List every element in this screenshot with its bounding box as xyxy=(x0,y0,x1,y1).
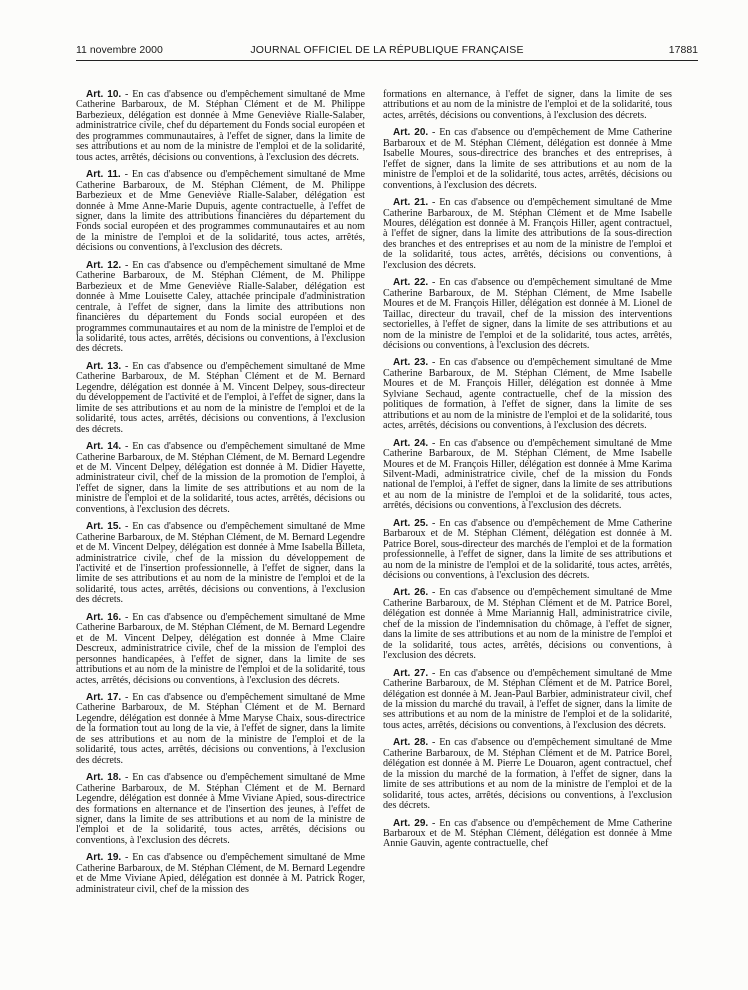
article-19-continuation: formations en alternance, à l'effet de signer, dans la limite de ses attributions et au nom de la ministre de l'emploi et de la solidarité, tous actes, arrêtés, décisions ou conventions, à l'exclusion des décrets. xyxy=(383,89,672,121)
article-text: - En cas d'absence ou d'empêchement simultané de Mme Catherine Barbaroux, de M. Stéphan Clément, de Mme Isabelle Moures et de M. François Hiller, délégation est donnée à M. Lionel de Taillac, directeur du travail, chef de la mission des interventions sectorielles, à l'effet de signer, dans la limite de ses attributions et au nom de la ministre de l'emploi et de la solidarité, tous actes, arrêtés, décisions ou conventions, à l'exclusion des décrets. xyxy=(383,277,672,351)
article-number: Art. 29. xyxy=(393,817,429,829)
article-number: Art. 27. xyxy=(393,667,429,679)
article-number: Art. 14. xyxy=(86,441,122,453)
article-text: - En cas d'absence ou d'empêchement de Mme Catherine Barbaroux et de M. Stéphan Clément, délégation est donnée à Mme Annie Gauvin, agente contractuelle, chef xyxy=(383,817,673,850)
article-15 xyxy=(76,522,365,606)
article-number: Art. 25. xyxy=(393,517,429,529)
article-25 xyxy=(383,519,672,582)
article-23 xyxy=(383,358,672,431)
issue-date: 11 novembre 2000 xyxy=(76,44,163,56)
article-text: - En cas d'absence ou d'empêchement simultané de Mme Catherine Barbaroux, de M. Stéphan Clément et de M. Patrice Borel, délégation est donnée à M. Jean-Paul Barbier, administrateur civil, chef de la mission du marché du travail, à l'effet de signer, dans la limite de ses attributions et au nom de la ministre de l'emploi et de la solidarité, tous actes, arrêtés, décisions ou conventions, à l'exclusion des décrets. xyxy=(383,667,672,731)
article-text: - En cas d'absence ou d'empêchement simultané de Mme Catherine Barbaroux, de M. Stéphan Clément et de M. Bernard Legendre, délégation est donnée à Mme Viviane Apied, sous-directrice des formations en alternance et de l'insertion des jeunes, à l'effet de signer, dans la limite de ses attributions et au nom de la ministre de l'emploi et de la solidarité, tous actes, arrêtés, décisions ou conventions, à l'exclusion des décrets. xyxy=(76,772,365,846)
article-number: Art. 24. xyxy=(393,437,429,449)
article-number: Art. 15. xyxy=(86,521,122,533)
article-10 xyxy=(76,90,365,163)
article-number: Art. 16. xyxy=(86,611,122,623)
article-21 xyxy=(383,198,672,271)
article-text: - En cas d'absence ou d'empêchement simultané de Mme Catherine Barbaroux, de M. Stéphan Clément et de M. Bernard Legendre, délégation est donnée à M. Vincent Delpey, sous-directeur du développement de l'activité et de l'emploi, à l'effet de signer, dans la limite de ses attributions et au nom de la ministre de l'emploi et de la solidarité, tous actes, arrêtés, décisions ou conventions, à l'exclusion des décrets. xyxy=(76,360,365,435)
right-column xyxy=(383,90,672,857)
article-24 xyxy=(383,439,672,512)
article-13 xyxy=(76,362,365,435)
article-number: Art. 12. xyxy=(86,259,122,271)
header-rule xyxy=(76,60,698,61)
article-12 xyxy=(76,261,365,355)
page-header xyxy=(76,44,698,58)
article-22 xyxy=(383,278,672,351)
article-11 xyxy=(76,170,365,254)
article-number: Art. 11. xyxy=(86,169,121,181)
article-text: - En cas d'absence ou d'empêchement simultané de Mme Catherine Barbaroux, de M. Stéphan Clément, de M. Philippe Barbezieux et de Mme Geneviève Rialle-Salaber, délégation est donnée à Mme Anne-Marie Dupuis, agente contractuelle, à l'effet de signer, dans la limite des attributions financières du département du Fonds social européen et des programmes communautaires et au nom de la ministre de l'emploi et de la solidarité, tous actes, arrêtés, décisions ou conventions, à l'exclusion des décrets. xyxy=(76,169,365,254)
article-16 xyxy=(76,613,365,686)
article-number: Art. 22. xyxy=(393,277,429,289)
article-28 xyxy=(383,738,672,811)
article-text: - En cas d'absence ou d'empêchement simultané de Mme Catherine Barbaroux, de M. Stéphan Clément, de M. Philippe Barbezieux et de Mme Geneviève Rialle-Salaber, délégation est donnée à Mme Louisette Caley, attachée principale d'administration centrale, à l'effet de signer, dans la limite des attributions non financières du département du Fonds social européen et des programmes communautaires et au nom de la ministre de l'emploi et de la solidarité, tous actes, arrêtés, décisions ou conventions, à l'exclusion des décrets. xyxy=(76,259,365,355)
article-text: - En cas d'absence ou d'empêchement simultané de Mme Catherine Barbaroux, de M. Stéphan Clément, de Mme Isabelle Moures et de M. François Hiller, délégation est donnée à Mme Sylviane Sechaud, agente contractuelle, chef de la mission des politiques de formation, à l'effet de signer, dans la limite de ses attributions et au nom de la ministre de l'emploi et de la solidarité, tous actes, arrêtés, décisions ou conventions, à l'exclusion des décrets. xyxy=(383,357,672,432)
article-27 xyxy=(383,669,672,732)
article-text: - En cas d'absence ou d'empêchement simultané de Mme Catherine Barbaroux, de M. Stéphan Clément, de M. Bernard Legendre et de M. Vincent Delpey, délégation est donnée à Mme Isabella Billeta, administratrice civile, chef de la mission du développement de l'activité et de l'insertion professionnelle, à l'effet de signer, dans la limite de ses attributions et au nom de la ministre de l'emploi et de la solidarité, tous actes, arrêtés, décisions ou conventions, à l'exclusion des décrets. xyxy=(76,521,365,606)
article-number: Art. 13. xyxy=(86,360,122,372)
article-text: - En cas d'absence ou d'empêchement simultané de Mme Catherine Barbaroux, de M. Stéphan Clément, de M. Bernard Legendre et de Mme Viviane Apied, délégation est donnée à M. Patrick Roger, administrateur civil, chef de la mission des xyxy=(76,852,365,895)
left-column xyxy=(76,90,365,902)
article-29 xyxy=(383,819,672,850)
article-text: - En cas d'absence ou d'empêchement simultané de Mme Catherine Barbaroux, de M. Stéphan Clément, de M. Bernard Legendre et de M. Vincent Delpey, délégation est donnée à Mme Claire Descreux, administratrice civile, chef de la mission de l'emploi des personnes handicapées, à l'effet de signer, dans la limite de ses attributions et au nom de la ministre de l'emploi et de la solidarité, tous actes, arrêtés, décisions ou conventions, à l'exclusion des décrets. xyxy=(76,611,365,686)
article-14 xyxy=(76,442,365,515)
article-text: - En cas d'absence ou d'empêchement simultané de Mme Catherine Barbaroux, de M. Stéphan Clément et de M. Philippe Barbezieux, délégation est donnée à Mme Geneviève Rialle-Salaber, administratrice civile, chef du département du Fonds social européen et des programmes communautaires, à l'effet de signer, dans la limite de ses attributions et au nom de la ministre de l'emploi et de la solidarité, tous actes, arrêtés, décisions ou conventions, à l'exclusion des décrets. xyxy=(76,89,365,163)
article-17 xyxy=(76,693,365,766)
article-text: - En cas d'absence ou d'empêchement de Mme Catherine Barbaroux et de M. Stéphan Clément, délégation est donnée à M. Patrice Borel, sous-directeur des marchés de l'emploi et de la formation professionnelle, à l'effet de signer, dans la limite de ses attributions et au nom de la ministre de l'emploi et de la solidarité, tous actes, arrêtés, décisions ou conventions, à l'exclusion des décrets. xyxy=(383,517,673,582)
article-number: Art. 28. xyxy=(393,737,429,749)
article-number: Art. 17. xyxy=(86,692,122,704)
article-number: Art. 26. xyxy=(393,587,429,599)
article-number: Art. 19. xyxy=(86,852,122,864)
article-18 xyxy=(76,773,365,846)
article-text: - En cas d'absence ou d'empêchement simultané de Mme Catherine Barbaroux, de M. Stéphan Clément et de M. Patrice Borel, délégation est donnée à Mme Mariannig Hall, administratrice civile, chef de la mission de l'indemnisation du chômage, à l'effet de signer, dans la limite de ses attributions et au nom de la ministre de l'emploi et de la solidarité, tous actes, arrêtés, décisions ou conventions, à l'exclusion des décrets. xyxy=(383,587,672,662)
article-number: Art. 21. xyxy=(393,197,429,209)
journal-title: JOURNAL OFFICIEL DE LA RÉPUBLIQUE FRANÇAISE xyxy=(250,44,524,56)
article-number: Art. 10. xyxy=(86,89,122,100)
article-text: - En cas d'absence ou d'empêchement simultané de Mme Catherine Barbaroux, de M. Stéphan Clément et de M. Patrice Borel, délégation est donnée à M. Pierre Le Douaron, agent contractuel, chef de la mission du marché de la formation, à l'effet de signer, dans la limite de ses attributions et au nom de la ministre de l'emploi et de la solidarité, tous actes, arrêtés, décisions ou conventions, à l'exclusion des décrets. xyxy=(383,737,672,812)
article-number: Art. 23. xyxy=(393,357,429,369)
article-text: - En cas d'absence ou d'empêchement de Mme Catherine Barbaroux et de M. Stéphan Clément, délégation est donnée à Mme Isabelle Moures, sous-directrice des branches et des entreprises, à l'effet de signer, dans la limite de ses attributions et au nom de la ministre de l'emploi et de la solidarité, tous actes, arrêtés, décisions ou conventions, à l'exclusion des décrets. xyxy=(383,127,673,191)
article-number: Art. 20. xyxy=(393,127,429,139)
article-text: - En cas d'absence ou d'empêchement simultané de Mme Catherine Barbaroux, de M. Stéphan Clément et de Mme Isabelle Moures, délégation est donnée à M. François Hiller, agent contractuel, à l'effet de signer, dans la limite des attributions de la sous-direction des branches et des entreprises et au nom de la ministre de l'emploi et de la solidarité, tous actes, arrêtés, décisions ou conventions, à l'exclusion des décrets. xyxy=(383,197,672,271)
article-26 xyxy=(383,588,672,661)
article-number: Art. 18. xyxy=(86,772,122,784)
article-19 xyxy=(76,853,365,895)
article-20 xyxy=(383,128,672,191)
article-text: - En cas d'absence ou d'empêchement simultané de Mme Catherine Barbaroux, de M. Stéphan Clément, de Mme Isabelle Moures et de M. François Hiller, délégation est donnée à Mme Karima Silvent-Madi, administratrice civile, chef de la mission du Fonds national de l'emploi, à l'effet de signer, dans la limite de ses attributions et au nom de la ministre de l'emploi et de la solidarité, tous actes, arrêtés, décisions ou conventions, à l'exclusion des décrets. xyxy=(383,437,672,512)
page-number: 17881 xyxy=(668,44,698,56)
article-text: - En cas d'absence ou d'empêchement simultané de Mme Catherine Barbaroux, de M. Stéphan Clément, de M. Bernard Legendre et de M. Vincent Delpey, délégation est donnée à M. Didier Hayette, administrateur civil, chef de la mission de la promotion de l'emploi, à l'effet de signer, dans la limite de ses attributions et au nom de la ministre de l'emploi et de la solidarité, tous actes, arrêtés, décisions ou conventions, à l'exclusion des décrets. xyxy=(76,441,365,515)
article-text: - En cas d'absence ou d'empêchement simultané de Mme Catherine Barbaroux, de M. Stéphan Clément et de M. Bernard Legendre, délégation est donnée à Mme Maryse Chaix, sous-directrice de la formation tout au long de la vie, à l'effet de signer, dans la limite de ses attributions et au nom de la ministre de l'emploi et de la solidarité, tous actes, arrêtés, décisions ou conventions, à l'exclusion des décrets. xyxy=(76,692,365,766)
